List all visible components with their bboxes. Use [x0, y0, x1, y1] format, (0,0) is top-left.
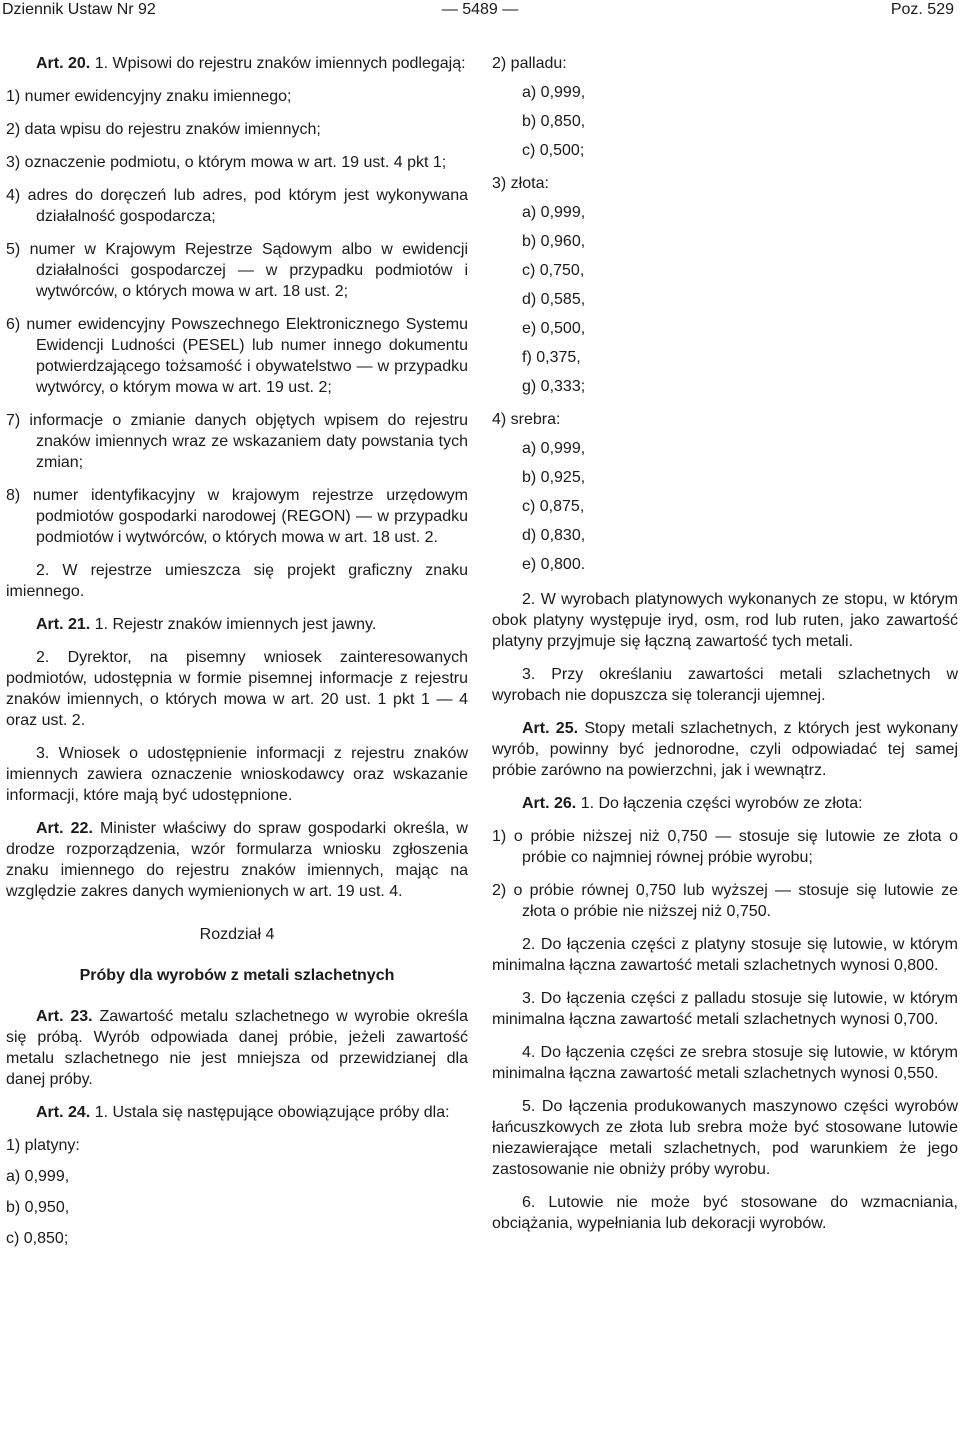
chapter-number: Rozdział 4: [199, 926, 275, 943]
position-number: Poz. 529: [890, 1, 954, 18]
art26-item-2: 2) o próbie równej 0,750 lub wyższej — stosuje się lutowie ze złota o próbie nie niższej niż 0,750.: [492, 882, 958, 920]
platyny-item-a: a) 0,999,: [6, 1168, 70, 1185]
art20-para1: Art. 20. 1. Wpisowi do rejestru znaków imiennych podlegają:: [36, 55, 466, 72]
platyny-label: 1) platyny:: [6, 1137, 80, 1154]
art20-item-5: 5) numer w Krajowym Rejestrze Sądowym albo w ewidencji działalności gospodarczej — w przypadku podmiotów i wytwórców, o których mowa w art. 18 ust. 2;: [6, 241, 468, 300]
zlota-label: 3) złota:: [492, 175, 549, 192]
art23-para: Art. 23. Zawartość metalu szlachetnego w wyrobie określa się próbą. Wyrób odpowiada danej próbie, jeżeli zawartość metalu szlachetnego nie jest mniejsza od przewidzianej dla danej próby.: [6, 1008, 469, 1088]
art26-item-1: 1) o próbie niższej niż 0,750 — stosuje się lutowie ze złota o próbie co najmniej równej próbie wyrobu;: [492, 828, 958, 866]
art24-heading: Art. 24.: [36, 1104, 91, 1121]
art21-heading: Art. 21.: [36, 616, 91, 633]
zlota-item-f: f) 0,375,: [522, 349, 581, 366]
art25-para: Art. 25. Stopy metali szlachetnych, z których jest wykonany wyrób, powinny być jednorodne, czyli odpowiadać tej samej próbie zarówno na powierzchni, jak i wewnątrz.: [492, 720, 959, 779]
journal-title: Dziennik Ustaw Nr 92: [2, 1, 156, 18]
art26-para4: 4. Do łączenia części ze srebra stosuje się lutowie, w którym minimalna łączna zawartość metali szlachetnych wynosi 0,550.: [492, 1044, 958, 1082]
palladu-item-c: c) 0,500;: [522, 142, 585, 159]
art26-para3: 3. Do łączenia części z palladu stosuje się lutowie, w którym minimalna łączna zawartość metali szlachetnych wynosi 0,700.: [492, 990, 958, 1028]
palladu-label: 2) palladu:: [492, 55, 567, 72]
palladu-item-b: b) 0,850,: [522, 113, 586, 130]
art24-para2: 2. W wyrobach platynowych wykonanych ze stopu, w którym obok platyny występuje iryd, osm, rod lub ruten, jako zawartość platyny przyjmuje się łączną zawartość tych metali.: [492, 591, 958, 650]
art20-heading: Art. 20.: [36, 55, 91, 72]
zlota-item-a: a) 0,999,: [522, 204, 586, 221]
platyny-item-b: b) 0,950,: [6, 1199, 70, 1216]
art21-para1: Art. 21. 1. Rejestr znaków imiennych jest jawny.: [36, 616, 377, 633]
art20-item-8: 8) numer identyfikacyjny w krajowym rejestrze urzędowym podmiotów gospodarki narodowej (REGON) — w przypadku podmiotów i wytwórców, o których mowa w art. 18 ust. 2.: [6, 487, 468, 546]
art20-item-4: 4) adres do doręczeń lub adres, pod którym jest wykonywana działalność gospodarcza;: [6, 187, 468, 225]
srebra-item-e: e) 0,800.: [522, 556, 586, 573]
left-column: [6, 53, 468, 1257]
art20-item-1: 1) numer ewidencyjny znaku imiennego;: [6, 88, 292, 105]
art20-item-6: 6) numer ewidencyjny Powszechnego Elektronicznego Systemu Ewidencji Ludności (PESEL) lub numer innego dokumentu potwierdzającego tożsamość i obywatelstwo — w przypadku wytwórcy, o którym mowa w art. 19 ust. 2;: [6, 316, 468, 396]
art22-heading: Art. 22.: [36, 820, 93, 837]
platyny-item-c: c) 0,850;: [6, 1230, 69, 1247]
srebra-item-b: b) 0,925,: [522, 469, 586, 486]
zlota-item-g: g) 0,333;: [522, 378, 586, 395]
art23-heading: Art. 23.: [36, 1008, 93, 1025]
art21-para3: 3. Wniosek o udostępnienie informacji z rejestru znaków imiennych zawiera oznaczenie wnioskodawcy oraz wskazanie informacji, które mają być udostępnione.: [6, 745, 468, 804]
chapter-title: Próby dla wyrobów z metali szlachetnych: [79, 967, 395, 984]
page-header: [0, 0, 960, 20]
art26-para2: 2. Do łączenia części z platyny stosuje się lutowie, w którym minimalna łączna zawartość metali szlachetnych wynosi 0,800.: [492, 936, 958, 974]
art26-heading: Art. 26.: [522, 795, 577, 812]
srebra-item-c: c) 0,875,: [522, 498, 585, 515]
srebra-item-d: d) 0,830,: [522, 527, 586, 544]
zlota-item-b: b) 0,960,: [522, 233, 586, 250]
zlota-item-e: e) 0,500,: [522, 320, 586, 337]
zlota-item-c: c) 0,750,: [522, 262, 585, 279]
page-number: — 5489 —: [441, 1, 519, 18]
art26-para1: Art. 26. 1. Do łączenia części wyrobów ze złota:: [522, 795, 863, 812]
art25-heading: Art. 25.: [522, 720, 579, 737]
palladu-item-a: a) 0,999,: [522, 84, 586, 101]
right-column: [492, 53, 958, 1246]
art26-para6: 6. Lutowie nie może być stosowane do wzmacniania, obciążania, wypełniania lub dekoracji wyrobów.: [492, 1194, 958, 1232]
art26-para5: 5. Do łączenia produkowanych maszynowo części wyrobów łańcuszkowych ze złota lub srebra może być stosowane lutowie niezawierające metali szlachetnych, pod warunkiem że jego zastosowanie nie obniży próby wyrobu.: [492, 1098, 958, 1178]
srebra-label: 4) srebra:: [492, 411, 561, 428]
srebra-item-a: a) 0,999,: [522, 440, 586, 457]
art20-item-7: 7) informacje o zmianie danych objętych wpisem do rejestru znaków imiennych wraz ze wskazaniem daty powstania tych zmian;: [6, 412, 468, 471]
art24-para3: 3. Przy określaniu zawartości metali szlachetnych w wyrobach nie dopuszcza się tolerancji ujemnej.: [492, 666, 958, 704]
art20-item-2: 2) data wpisu do rejestru znaków imiennych;: [6, 121, 321, 138]
zlota-item-d: d) 0,585,: [522, 291, 586, 308]
art20-para2: 2. W rejestrze umieszcza się projekt graficzny znaku imiennego.: [6, 562, 468, 600]
art22-para: Art. 22. Minister właściwy do spraw gospodarki określa, w drodze rozporządzenia, wzór formularza wniosku zgłoszenia znaku imiennego do rejestru znaków imiennych, mając na względzie zakres danych wymienionych w art. 19 ust. 4.: [6, 820, 468, 900]
art21-para2: 2. Dyrektor, na pisemny wniosek zainteresowanych podmiotów, udostępnia w formie pisemnej informacje z rejestru znaków imiennych, o których mowa w art. 20 ust. 1 pkt 1 — 4 oraz ust. 2.: [6, 649, 468, 729]
art24-para1: Art. 24. 1. Ustala się następujące obowiązujące próby dla:: [36, 1104, 450, 1121]
art20-item-3: 3) oznaczenie podmiotu, o którym mowa w art. 19 ust. 4 pkt 1;: [6, 154, 447, 171]
